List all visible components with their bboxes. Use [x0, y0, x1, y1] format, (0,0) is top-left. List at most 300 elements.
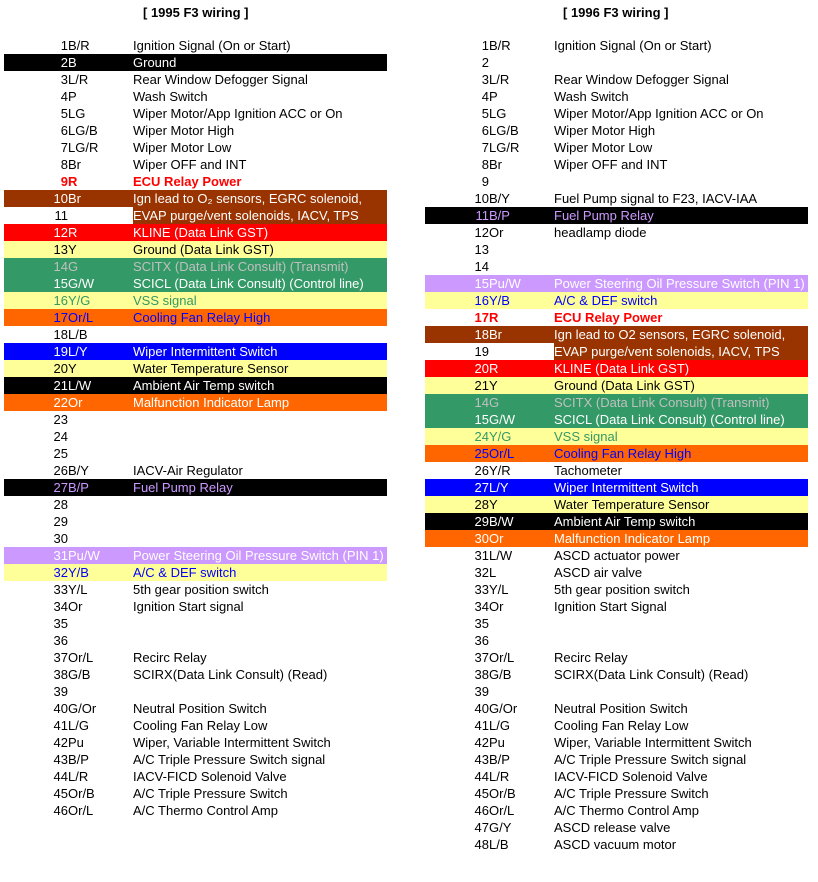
pin-number: 47 — [474, 820, 489, 835]
pin-number: 48 — [474, 837, 489, 852]
pin-function: Wiper Motor High — [133, 123, 235, 138]
pin-number: 3 — [60, 72, 68, 87]
wire-color: LG/R — [68, 140, 99, 155]
wire-color: L/R — [68, 72, 89, 87]
pin-function: 5th gear position switch — [133, 582, 269, 597]
pin-number: 39 — [474, 684, 489, 699]
pin-function: headlamp diode — [554, 225, 647, 240]
wire-color: Y — [68, 361, 77, 376]
pin-function: SCICL (Data Link Consult) (Control line) — [554, 412, 785, 427]
pin-number: 4 — [60, 89, 68, 104]
pin-row — [4, 717, 387, 734]
pin-number: 29 — [53, 514, 68, 529]
pin-number: 17 — [53, 310, 68, 325]
pin-row — [425, 836, 808, 853]
wire-color: LG/B — [68, 123, 98, 138]
pin-row — [4, 700, 387, 717]
wire-color: Y — [489, 497, 498, 512]
wire-color: Or/L — [68, 650, 94, 665]
wire-color: LG/B — [489, 123, 519, 138]
wire-color: G/Y — [489, 820, 512, 835]
pin-number: 7 — [481, 140, 489, 155]
pin-number: 3 — [481, 72, 489, 87]
pin-number: 28 — [474, 497, 489, 512]
wire-color: L/W — [68, 378, 92, 393]
pin-function: A/C Triple Pressure Switch — [133, 786, 288, 801]
pin-row — [425, 700, 808, 717]
pin-row — [425, 71, 808, 88]
wire-color: G — [68, 259, 79, 274]
pin-number: 43 — [53, 752, 68, 767]
wire-color: Or/L — [68, 803, 94, 818]
pin-row — [425, 37, 808, 54]
pin-function: Ground (Data Link GST) — [554, 378, 695, 393]
pin-function: Tachometer — [554, 463, 622, 478]
pin-number: 18 — [474, 327, 489, 342]
pin-row — [4, 666, 387, 683]
pin-function: A/C Triple Pressure Switch — [554, 786, 709, 801]
pin-number: 37 — [474, 650, 489, 665]
wire-color: LG/R — [489, 140, 520, 155]
pin-number: 44 — [474, 769, 489, 784]
pin-row — [425, 751, 808, 768]
wiring-table-1996 — [425, 37, 808, 853]
pin-function: 5th gear position switch — [554, 582, 690, 597]
wire-color: L/Y — [489, 480, 509, 495]
pin-number: 40 — [474, 701, 489, 716]
pin-number: 8 — [481, 157, 489, 172]
pin-function: Ignition Start signal — [133, 599, 244, 614]
pin-number: 26 — [53, 463, 68, 478]
pin-function: IACV-FICD Solenoid Valve — [133, 769, 287, 784]
pin-row — [425, 530, 808, 547]
pin-function: SCICL (Data Link Consult) (Control line) — [133, 276, 364, 291]
pin-row — [4, 428, 387, 445]
wire-color: Y/L — [489, 582, 509, 597]
pin-number: 13 — [474, 242, 489, 257]
pin-number: 34 — [53, 599, 68, 614]
pin-number: 31 — [474, 548, 489, 563]
wire-color: R — [489, 361, 499, 376]
pin-row — [4, 411, 387, 428]
pin-number: 2 — [481, 55, 489, 70]
pin-row — [425, 547, 808, 564]
pin-number: 33 — [53, 582, 68, 597]
pin-number: 27 — [474, 480, 489, 495]
pin-number: 35 — [53, 616, 68, 631]
pin-row — [4, 326, 387, 343]
pin-number: 42 — [53, 735, 68, 750]
pin-row — [4, 54, 387, 71]
wire-color: B/R — [489, 38, 511, 53]
wire-color: B/P — [489, 208, 510, 223]
pin-row — [4, 530, 387, 547]
pin-row — [4, 462, 387, 479]
pin-row — [4, 241, 387, 258]
pin-row — [425, 428, 808, 445]
wire-color: B — [68, 55, 77, 70]
pin-row — [4, 309, 387, 326]
pin-row — [425, 717, 808, 734]
pin-number: 25 — [474, 446, 489, 461]
wire-color: Or/B — [68, 786, 95, 801]
pin-row — [425, 207, 808, 224]
wire-color: Or — [489, 225, 504, 240]
pin-row — [4, 292, 387, 309]
wire-color: Or — [68, 395, 83, 410]
pin-row — [4, 734, 387, 751]
pin-row — [4, 445, 387, 462]
pin-row — [425, 190, 808, 207]
pin-number: 18 — [53, 327, 68, 342]
wire-color: Y/B — [68, 565, 89, 580]
pin-row — [425, 445, 808, 462]
pin-number: 15 — [474, 412, 489, 427]
pin-row — [4, 377, 387, 394]
pin-row — [425, 377, 808, 394]
pin-function: Cooling Fan Relay Low — [133, 718, 268, 733]
pin-row — [4, 37, 387, 54]
pin-number: 13 — [53, 242, 68, 257]
pin-function: Wiper Motor Low — [554, 140, 653, 155]
pin-number: 42 — [474, 735, 489, 750]
wire-color: B/P — [68, 480, 89, 495]
wire-color: Or/L — [68, 310, 94, 325]
pin-row — [4, 71, 387, 88]
pin-function: Ambient Air Temp switch — [554, 514, 696, 529]
pin-row — [425, 666, 808, 683]
pin-function: Wiper Motor/App Ignition ACC or On — [554, 106, 764, 121]
pin-number: 11 — [475, 208, 489, 223]
pin-number: 14 — [474, 259, 489, 274]
pin-function: IACV-Air Regulator — [133, 463, 243, 478]
pin-number: 6 — [481, 123, 489, 138]
pin-function: Recirc Relay — [133, 650, 207, 665]
pin-function: Ign lead to O₂ sensors, EGRC solenoid, — [133, 191, 363, 206]
pin-number: 9 — [481, 174, 489, 189]
pin-number: 41 — [53, 718, 68, 733]
pin-function: Wiper Motor High — [554, 123, 656, 138]
pin-row — [4, 751, 387, 768]
wire-color: Y/L — [68, 582, 88, 597]
wire-color: LG — [68, 106, 86, 121]
pin-row — [4, 649, 387, 666]
pin-row — [425, 564, 808, 581]
pin-function: Malfunction Indicator Lamp — [554, 531, 711, 546]
pin-row — [4, 258, 387, 275]
pin-row — [425, 139, 808, 156]
pin-row — [425, 343, 808, 360]
pin-row — [4, 394, 387, 411]
wire-color: L/Y — [68, 344, 88, 359]
pin-function: Water Temperature Sensor — [554, 497, 710, 512]
wire-color: Or — [489, 531, 504, 546]
wire-color: Or/L — [489, 803, 515, 818]
pin-function: A/C & DEF switch — [133, 565, 237, 580]
wire-color: B/R — [68, 38, 90, 53]
pin-function: ECU Relay Power — [554, 310, 663, 325]
pin-function: IACV-FICD Solenoid Valve — [554, 769, 708, 784]
pin-number: 10 — [53, 191, 68, 206]
pin-row — [425, 224, 808, 241]
pin-function: Wiper, Variable Intermittent Switch — [133, 735, 331, 750]
pin-row — [425, 360, 808, 377]
wire-color: G/Or — [68, 701, 97, 716]
wire-color: G/B — [68, 667, 91, 682]
pin-number: 12 — [53, 225, 68, 240]
pin-function: Ignition Start Signal — [554, 599, 667, 614]
pin-row — [425, 734, 808, 751]
pin-number: 9 — [60, 174, 68, 189]
pin-function: Fuel Pump Relay — [554, 208, 654, 223]
pin-number: 14 — [53, 259, 68, 274]
pin-number: 28 — [53, 497, 68, 512]
wire-color: Br — [489, 157, 502, 172]
wire-color: Br — [68, 157, 81, 172]
pin-function: A/C Thermo Control Amp — [133, 803, 278, 818]
pin-function: Recirc Relay — [554, 650, 628, 665]
pin-number: 38 — [53, 667, 68, 682]
wire-color: B/Y — [68, 463, 89, 478]
pin-row — [4, 496, 387, 513]
pin-function: Ground (Data Link GST) — [133, 242, 274, 257]
pin-number: 45 — [53, 786, 68, 801]
pin-row — [425, 411, 808, 428]
pin-row — [425, 683, 808, 700]
wire-color: Y/G — [489, 429, 512, 444]
wire-color: R — [489, 310, 499, 325]
pin-function: Cooling Fan Relay Low — [554, 718, 689, 733]
pin-function: Ground — [133, 55, 177, 70]
pin-function: SCIRX(Data Link Consult) (Read) — [133, 667, 328, 682]
wire-color: L/R — [68, 769, 89, 784]
wire-color: P — [489, 89, 498, 104]
pin-row — [4, 598, 387, 615]
pin-function: Cooling Fan Relay High — [554, 446, 692, 461]
wiring-table-1995 — [4, 37, 387, 819]
pin-row — [425, 309, 808, 326]
pin-row — [4, 122, 387, 139]
pin-row — [425, 462, 808, 479]
wire-color: R — [68, 174, 78, 189]
pin-number: 14 — [474, 395, 489, 410]
wire-color: Br — [489, 327, 502, 342]
pin-function: Rear Window Defogger Signal — [133, 72, 308, 87]
wire-color: G/W — [489, 412, 515, 427]
pin-number: 4 — [481, 89, 489, 104]
wire-color: L/W — [489, 548, 513, 563]
pin-function: Fuel Pump signal to F23, IACV-IAA — [554, 191, 758, 206]
pin-function: ASCD vacuum motor — [554, 837, 677, 852]
wire-color: Or/B — [489, 786, 516, 801]
pin-number: 23 — [53, 412, 68, 427]
pin-row — [425, 632, 808, 649]
wire-color: B/P — [68, 752, 89, 767]
pin-function: KLINE (Data Link GST) — [133, 225, 269, 240]
pin-row — [4, 581, 387, 598]
pin-row — [425, 785, 808, 802]
pin-function: Power Steering Oil Pressure Switch (PIN 1) — [554, 276, 805, 291]
wire-color: Or — [68, 599, 83, 614]
pin-function: EVAP purge/vent solenoids, IACV, TPS — [133, 207, 387, 224]
pin-row — [4, 785, 387, 802]
pin-function: ASCD release valve — [554, 820, 671, 835]
pin-function: Wash Switch — [554, 89, 629, 104]
wire-color: B/Y — [489, 191, 510, 206]
pin-number: 15 — [53, 276, 68, 291]
pin-function: KLINE (Data Link GST) — [554, 361, 690, 376]
wire-color: Pu — [68, 735, 84, 750]
pin-number: 5 — [60, 106, 68, 121]
pin-function: EVAP purge/vent solenoids, IACV, TPS — [554, 343, 808, 360]
pin-row — [4, 173, 387, 190]
wire-color: L/G — [489, 718, 510, 733]
pin-function: Wiper Intermittent Switch — [554, 480, 699, 495]
pin-number: 40 — [53, 701, 68, 716]
pin-row — [425, 479, 808, 496]
wire-color: Pu — [489, 735, 505, 750]
pin-function: A/C Triple Pressure Switch signal — [133, 752, 326, 767]
pin-number: 41 — [474, 718, 489, 733]
pin-row — [4, 802, 387, 819]
pin-number: 17 — [474, 310, 489, 325]
wire-color: G/Or — [489, 701, 518, 716]
wire-color: Y — [68, 242, 77, 257]
pin-number: 46 — [53, 803, 68, 818]
pin-row — [425, 54, 808, 71]
wire-color: Y/R — [489, 463, 511, 478]
pin-function: Wiper Motor/App Ignition ACC or On — [133, 106, 343, 121]
wire-color: B/P — [489, 752, 510, 767]
pin-number: 34 — [474, 599, 489, 614]
pin-number: 30 — [53, 531, 68, 546]
pin-number: 21 — [53, 378, 68, 393]
pin-number: 36 — [53, 633, 68, 648]
pin-number: 19 — [474, 344, 489, 359]
wire-color: Pu/W — [489, 276, 521, 291]
pin-function: Cooling Fan Relay High — [133, 310, 271, 325]
wire-color: B/W — [489, 514, 514, 529]
pin-row — [425, 326, 808, 343]
pin-function: ECU Relay Power — [133, 174, 242, 189]
pin-row — [425, 292, 808, 309]
pin-function: Ambient Air Temp switch — [133, 378, 275, 393]
wire-color: R — [68, 225, 78, 240]
pin-row — [425, 88, 808, 105]
pin-function: Wiper Intermittent Switch — [133, 344, 278, 359]
wire-color: P — [68, 89, 77, 104]
pin-function: A/C & DEF switch — [554, 293, 658, 308]
pin-function: Fuel Pump Relay — [133, 480, 233, 495]
pin-number: 16 — [474, 293, 489, 308]
wire-color: L — [489, 565, 497, 580]
pin-number: 7 — [60, 140, 68, 155]
pin-function: Ignition Signal (On or Start) — [133, 38, 291, 53]
pin-row — [425, 513, 808, 530]
pin-number: 38 — [474, 667, 489, 682]
wire-color: Or/L — [489, 446, 515, 461]
pin-number: 12 — [474, 225, 489, 240]
pin-row — [425, 768, 808, 785]
pin-row — [425, 496, 808, 513]
pin-row — [425, 241, 808, 258]
pin-row — [425, 649, 808, 666]
pin-function: ASCD air valve — [554, 565, 643, 580]
pin-row — [4, 564, 387, 581]
pin-function: ASCD actuator power — [554, 548, 680, 563]
pin-number: 21 — [474, 378, 489, 393]
wire-color: L/B — [489, 837, 509, 852]
wire-color: G — [489, 395, 500, 410]
pin-function: Power Steering Oil Pressure Switch (PIN 1) — [133, 548, 384, 563]
wire-color: Y/G — [68, 293, 91, 308]
pin-number: 44 — [53, 769, 68, 784]
pin-row — [4, 105, 387, 122]
pin-function: Wiper OFF and INT — [133, 157, 247, 172]
pin-function: Water Temperature Sensor — [133, 361, 289, 376]
pin-row — [4, 88, 387, 105]
wire-color: Y/B — [489, 293, 510, 308]
pin-number: 32 — [474, 565, 489, 580]
pin-function: VSS signal — [133, 293, 197, 308]
wire-color: G/W — [68, 276, 94, 291]
pin-row — [425, 156, 808, 173]
pin-row — [4, 207, 387, 224]
wire-color: L/B — [68, 327, 88, 342]
pin-row — [425, 615, 808, 632]
pin-row — [4, 224, 387, 241]
wire-color: Or/L — [489, 650, 515, 665]
pin-number: 24 — [474, 429, 489, 444]
pin-number: 20 — [53, 361, 68, 376]
pin-number: 5 — [481, 106, 489, 121]
pin-number: 29 — [474, 514, 489, 529]
pin-row — [4, 139, 387, 156]
pin-row — [425, 173, 808, 190]
pin-function: SCITX (Data Link Consult) (Transmit) — [554, 395, 770, 410]
pin-row — [425, 258, 808, 275]
pin-function: Malfunction Indicator Lamp — [133, 395, 290, 410]
pin-number: 15 — [474, 276, 489, 291]
pin-number: 31 — [53, 548, 68, 563]
pin-number: 36 — [474, 633, 489, 648]
pin-function: Neutral Position Switch — [133, 701, 267, 716]
pin-number: 37 — [53, 650, 68, 665]
pin-number: 43 — [474, 752, 489, 767]
pin-function: Neutral Position Switch — [554, 701, 688, 716]
wire-color: Pu/W — [68, 548, 100, 563]
pin-row — [425, 105, 808, 122]
pin-row — [4, 190, 387, 207]
pin-number: 6 — [60, 123, 68, 138]
pin-row — [4, 513, 387, 530]
pin-number: 33 — [474, 582, 489, 597]
pin-number: 30 — [474, 531, 489, 546]
pin-number: 24 — [53, 429, 68, 444]
pin-row — [4, 547, 387, 564]
pin-number: 16 — [53, 293, 68, 308]
pin-row — [425, 802, 808, 819]
pin-row — [425, 819, 808, 836]
title-1996: [ 1996 F3 wiring ] — [563, 5, 669, 20]
pin-row — [4, 615, 387, 632]
pin-number: 45 — [474, 786, 489, 801]
pin-row — [4, 343, 387, 360]
pin-function: Wiper, Variable Intermittent Switch — [554, 735, 752, 750]
pin-row — [4, 360, 387, 377]
wire-color: LG — [489, 106, 507, 121]
pin-number: 39 — [53, 684, 68, 699]
